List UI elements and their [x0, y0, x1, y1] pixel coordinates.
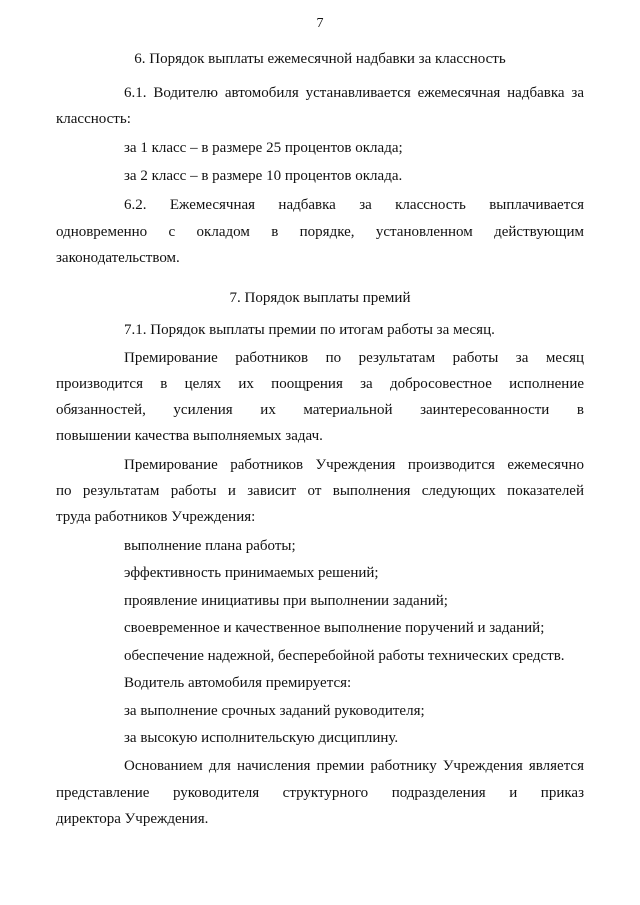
page-number: 7 [316, 16, 324, 31]
paragraph-line: директора Учреждения. [56, 811, 209, 827]
driver-bonus-item: за выполнение срочных заданий руководителя; [124, 703, 425, 719]
paragraph-line: Премирование работников по результатам работы за месяц [124, 350, 584, 366]
indicator-item: своевременное и качественное выполнение поручений и заданий; [124, 620, 545, 636]
paragraph-line: обязанностей, усиления их материальной заинтересованности в [56, 402, 584, 418]
subsection-7-1: 7.1. Порядок выплаты премии по итогам работы за месяц. [124, 322, 495, 338]
paragraph-6-1-line: 6.1. Водителю автомобиля устанавливается ежемесячная надбавка за [124, 85, 584, 101]
paragraph-line: Основанием для начисления премии работнику Учреждения является [124, 758, 584, 774]
section-7-heading: 7. Порядок выплаты премий [229, 290, 411, 306]
driver-bonus-item: за высокую исполнительскую дисциплину. [124, 730, 399, 746]
paragraph-line: повышении качества выполняемых задач. [56, 428, 323, 444]
paragraph-6-1-line: классность: [56, 111, 131, 127]
paragraph-6-2-line: законодательством. [56, 250, 180, 266]
paragraph-6-2-line: одновременно с окладом в порядке, установленном действующим [56, 224, 584, 240]
paragraph-line: представление руководителя структурного подразделения и приказ [56, 785, 584, 801]
class-item: за 1 класс – в размере 25 процентов оклада; [124, 140, 403, 156]
paragraph-line: по результатам работы и зависит от выполнения следующих показателей [56, 483, 584, 499]
paragraph-6-2-line: 6.2. Ежемесячная надбавка за классность выплачивается [124, 197, 584, 213]
paragraph-line: Премирование работников Учреждения производится ежемесячно [124, 457, 584, 473]
paragraph-line: производится в целях их поощрения за добросовестное исполнение [56, 376, 584, 392]
indicator-item: проявление инициативы при выполнении заданий; [124, 593, 448, 609]
indicator-item: обеспечение надежной, бесперебойной работы технических средств. [124, 648, 565, 664]
paragraph-line: труда работников Учреждения: [56, 509, 256, 525]
section-6-heading: 6. Порядок выплаты ежемесячной надбавки за классность [134, 51, 506, 67]
class-item: за 2 класс – в размере 10 процентов оклада. [124, 168, 403, 184]
indicator-item: эффективность принимаемых решений; [124, 565, 379, 581]
indicator-item: выполнение плана работы; [124, 538, 296, 554]
driver-bonus-intro: Водитель автомобиля премируется: [124, 675, 352, 691]
